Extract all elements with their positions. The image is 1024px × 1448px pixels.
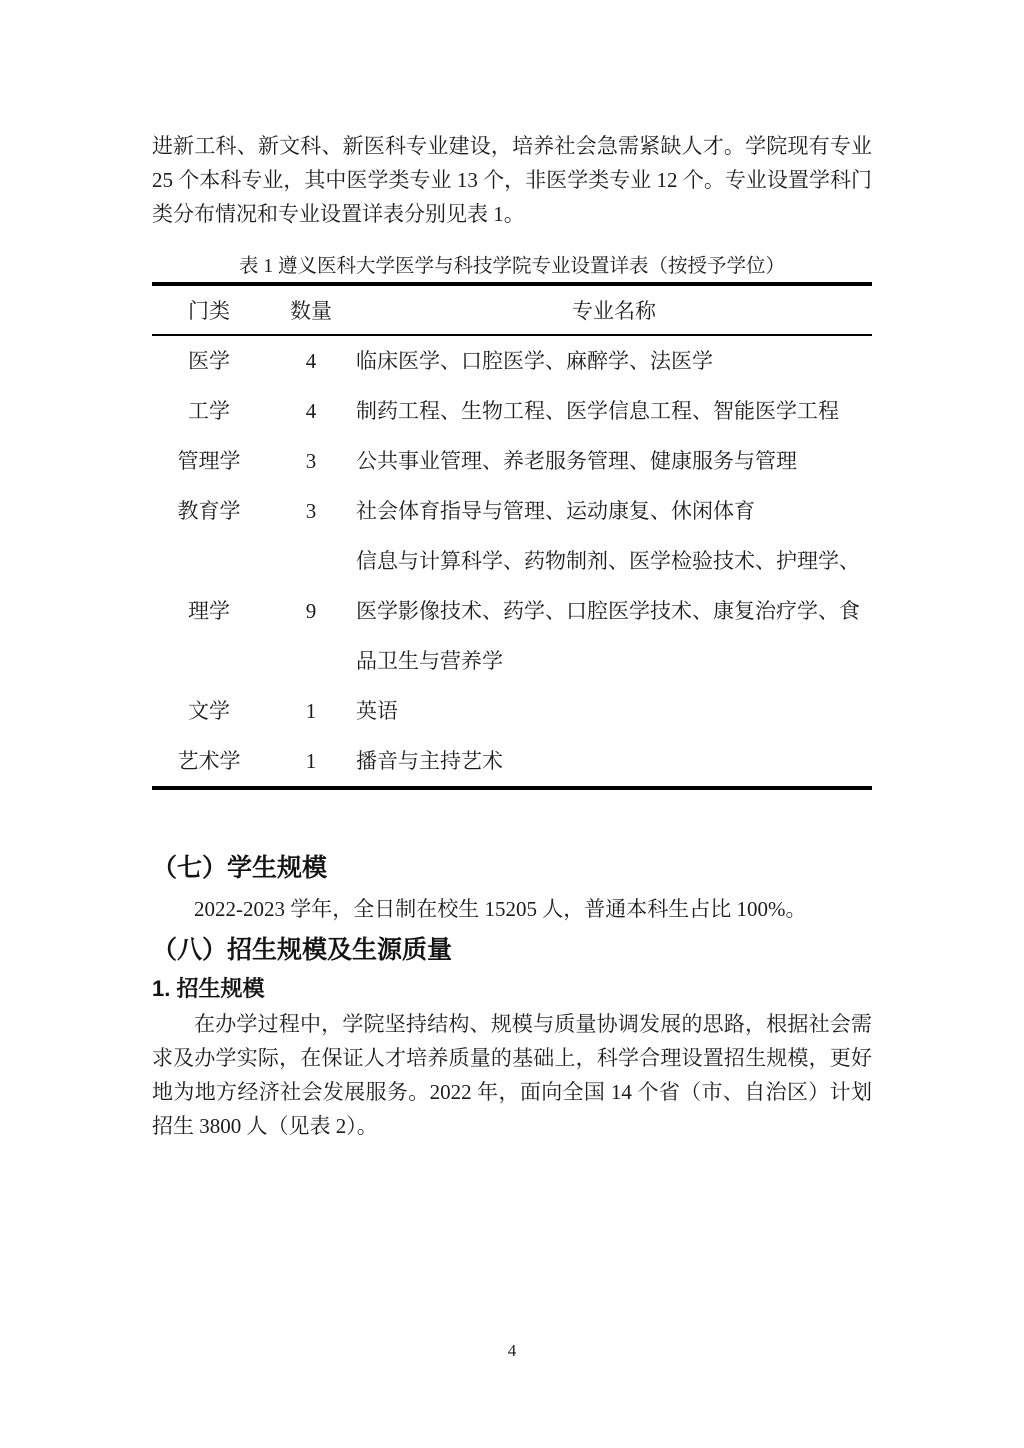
majors-cell: 社会体育指导与管理、运动康复、休闲体育 xyxy=(356,499,755,523)
table-row xyxy=(152,736,872,788)
col-header-count: 数量 xyxy=(266,284,356,335)
col-header-majors: 专业名称 xyxy=(356,284,872,335)
majors-cell: 播音与主持艺术 xyxy=(356,749,503,773)
majors-table xyxy=(152,282,872,790)
col-header-category: 门类 xyxy=(152,284,266,335)
table-row xyxy=(152,686,872,736)
majors-cell: 制药工程、生物工程、医学信息工程、智能医学工程 xyxy=(356,399,839,423)
table-row xyxy=(152,536,872,686)
table-header-row xyxy=(152,284,872,335)
count-cell: 1 xyxy=(305,699,317,723)
subsection-1-heading: 1. 招生规模 xyxy=(152,976,265,1001)
intro-paragraph: 进新工科、新文科、新医科专业建设，培养社会急需紧缺人才。学院现有专业 25 个本科专业，其中医学类专业 13 个，非医学类专业 12 个。专业设置学科门类分布情况和专业设置详表分别见表 1。 xyxy=(152,134,872,226)
category-cell: 理学 xyxy=(188,599,230,623)
section-7-body: 2022-2023 学年，全日制在校生 15205 人，普通本科生占比 100%。 xyxy=(194,897,807,921)
category-cell: 管理学 xyxy=(177,449,241,473)
count-cell: 3 xyxy=(305,449,317,473)
category-cell: 教育学 xyxy=(177,499,241,523)
count-cell: 4 xyxy=(305,349,317,373)
count-cell: 3 xyxy=(305,499,317,523)
category-cell: 文学 xyxy=(188,699,230,723)
majors-cell: 信息与计算科学、药物制剂、医学检验技术、护理学、医学影像技术、药学、口腔医学技术、康复治疗学、食品卫生与营养学 xyxy=(356,549,860,673)
table-row xyxy=(152,335,872,386)
category-cell: 工学 xyxy=(188,399,230,423)
count-cell: 9 xyxy=(305,599,317,623)
majors-cell: 英语 xyxy=(356,699,398,723)
category-cell: 艺术学 xyxy=(177,749,241,773)
category-cell: 医学 xyxy=(188,349,230,373)
table1-caption: 表 1 遵义医科大学医学与科技学院专业设置详表（按授予学位） xyxy=(238,256,785,277)
section-8-body-paragraph: 在办学过程中，学院坚持结构、规模与质量协调发展的思路，根据社会需求及办学实际，在保证人才培养质量的基础上，科学合理设置招生规模，更好地为地方经济社会发展服务。2022 年，面向全国 14 个省（市、自治区）计划招生 3800 人（见表 2）。 xyxy=(152,1012,872,1138)
majors-cell: 临床医学、口腔医学、麻醉学、法医学 xyxy=(356,349,713,373)
table-row xyxy=(152,436,872,486)
majors-cell: 公共事业管理、养老服务管理、健康服务与管理 xyxy=(356,449,797,473)
section-8-heading: （八）招生规模及生源质量 xyxy=(152,936,453,964)
page-number: 4 xyxy=(507,1341,517,1360)
table-row xyxy=(152,386,872,436)
count-cell: 1 xyxy=(305,749,317,773)
table-row xyxy=(152,486,872,536)
count-cell: 4 xyxy=(305,399,317,423)
section-7-heading: （七）学生规模 xyxy=(152,854,328,882)
